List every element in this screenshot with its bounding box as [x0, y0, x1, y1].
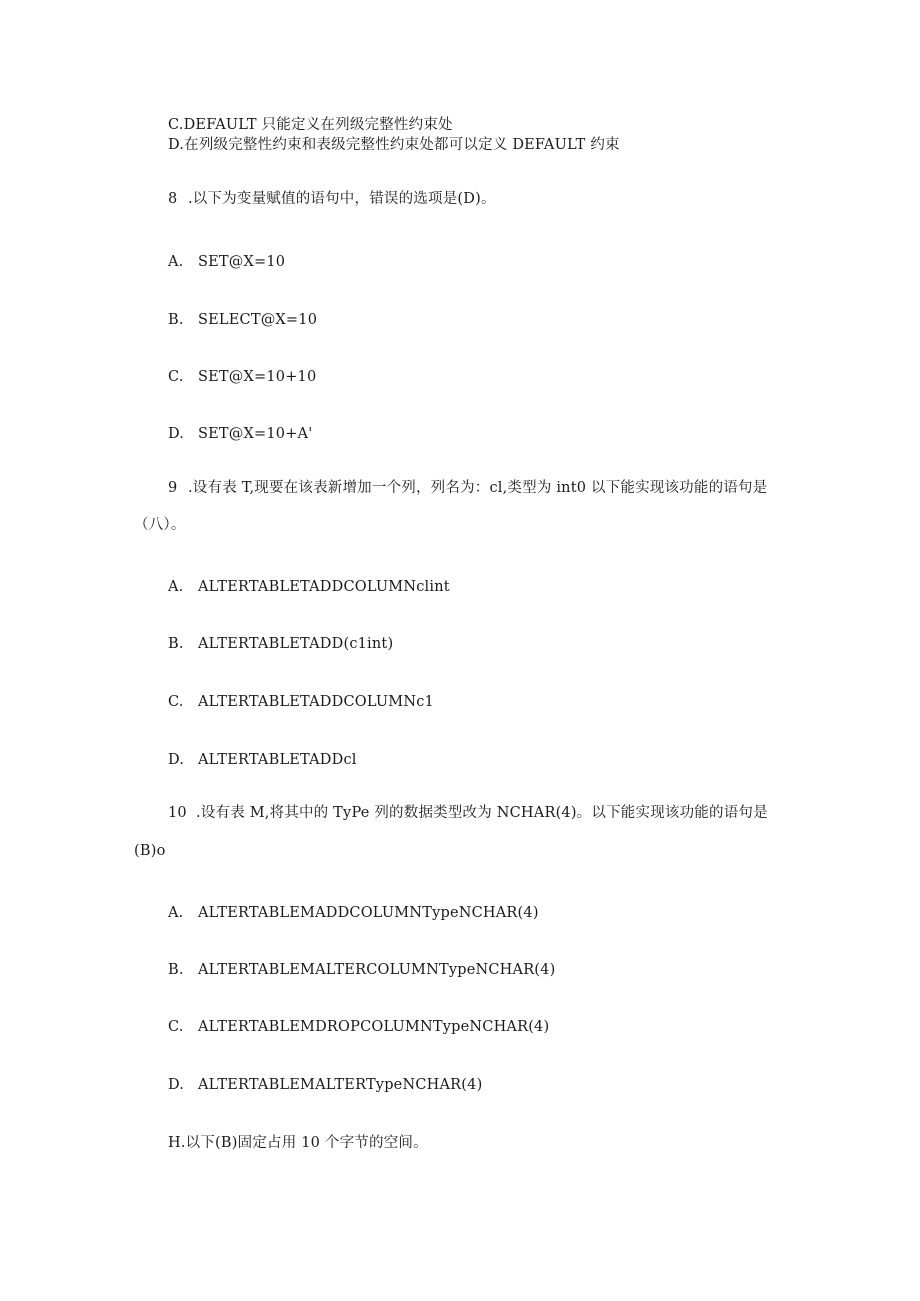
- option-label: B.: [168, 312, 184, 328]
- question-8-option-d: [168, 425, 312, 443]
- question-9-option-b: [168, 635, 393, 653]
- question-10: [168, 804, 768, 822]
- question-9: [168, 479, 767, 497]
- question-8: [168, 190, 496, 208]
- option-label: D.: [168, 426, 185, 442]
- question-10-option-c: [168, 1018, 549, 1036]
- option-label: D.: [168, 1077, 185, 1093]
- question-10-option-a: [168, 904, 539, 922]
- question-10-text: .设有表 M,将其中的 TyPe 列的数据类型改为 NCHAR(4)。以下能实现该功能的语句是: [196, 805, 768, 821]
- option-label: C.: [168, 694, 184, 710]
- option-text: ALTERTABLETADDcl: [198, 752, 357, 768]
- question-9-answer: （八）。: [134, 517, 186, 533]
- option-label: A.: [168, 905, 184, 921]
- option-text: ALTERTABLEMALTERCOLUMNTypeNCHAR(4): [198, 962, 556, 978]
- option-text: ALTERTABLETADDCOLUMNclint: [198, 579, 450, 595]
- option-text: ALTERTABLEMDROPCOLUMNTypeNCHAR(4): [198, 1019, 550, 1035]
- question-10-answer: (B)o: [134, 843, 166, 859]
- option-label: B.: [168, 962, 184, 978]
- option-label: B.: [168, 636, 184, 652]
- option-text: ALTERTABLETADD(c1int): [198, 636, 394, 652]
- option-text: SELECT@X=10: [198, 312, 318, 328]
- question-9-number: 9: [168, 480, 178, 496]
- option-label: C.: [168, 369, 184, 385]
- option-text: ALTERTABLEMADDCOLUMNTypeNCHAR(4): [198, 905, 539, 921]
- option-label: A.: [168, 579, 184, 595]
- option-label: A.: [168, 254, 184, 270]
- question-8-text: .以下为变量赋值的语句中，错误的选项是(D)。: [188, 191, 496, 207]
- option-text: ALTERTABLEMALTERTypeNCHAR(4): [198, 1077, 483, 1093]
- question-8-number: 8: [168, 191, 178, 207]
- question-9-option-c: [168, 693, 434, 711]
- question-8-option-b: [168, 311, 317, 329]
- option-label: C.: [168, 1019, 184, 1035]
- question-10-option-d: [168, 1076, 482, 1094]
- question-9-option-d: [168, 751, 357, 769]
- question-10-option-b: [168, 961, 555, 979]
- option-text: SET@X=10+A': [198, 426, 313, 442]
- option-text: SET@X=10+10: [198, 369, 317, 385]
- question-11: H.以下(B)固定占用 10 个字节的空间。: [168, 1135, 428, 1151]
- intro-option-c: C.DEFAULT 只能定义在列级完整性约束处: [168, 117, 453, 133]
- question-9-text: .设有表 T,现要在该表新增加一个列，列名为：cl,类型为 int0 以下能实现该功能的语句是: [188, 480, 768, 496]
- option-label: D.: [168, 752, 185, 768]
- option-text: ALTERTABLETADDCOLUMNc1: [198, 694, 434, 710]
- option-text: SET@X=10: [198, 254, 286, 270]
- intro-option-d: D.在列级完整性约束和表级完整性约束处都可以定义 DEFAULT 约束: [168, 137, 620, 153]
- question-8-option-a: [168, 253, 285, 271]
- question-10-number: 10: [168, 805, 187, 821]
- question-9-option-a: [168, 578, 450, 596]
- question-8-option-c: [168, 368, 316, 386]
